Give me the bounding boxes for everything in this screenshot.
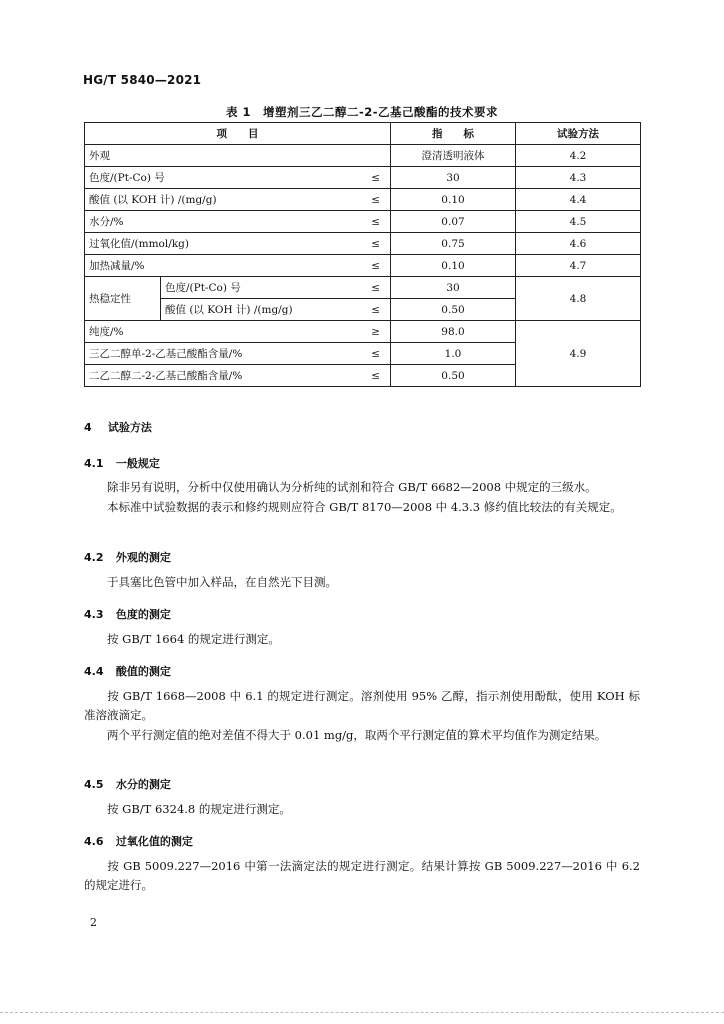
section-number: 4.3 <box>84 608 104 621</box>
row-symbol: ≤ <box>341 365 391 387</box>
row-value: 30 <box>391 167 516 189</box>
row-value: 98.0 <box>391 321 516 343</box>
row-method: 4.6 <box>516 233 641 255</box>
row-method: 4.3 <box>516 167 641 189</box>
section-title: 酸值的测定 <box>115 665 171 678</box>
row-symbol: ≤ <box>341 189 391 211</box>
section-heading-4-4 <box>84 663 171 679</box>
row-value: 0.10 <box>391 189 516 211</box>
header-item: 项 目 <box>85 123 391 145</box>
row-item: 色度/(Pt-Co) 号 <box>85 167 341 189</box>
row-method: 4.9 <box>516 321 641 387</box>
table-row <box>85 167 641 189</box>
standard-code: HG/T 5840—2021 <box>83 73 202 87</box>
technical-requirements-table <box>84 122 641 387</box>
row-value: 30 <box>391 277 516 299</box>
table-header-row <box>85 123 641 145</box>
row-value: 0.50 <box>391 365 516 387</box>
paragraph-text: 按 GB/T 1664 的规定进行测定。 <box>107 632 280 646</box>
paragraph-text: 于具塞比色管中加入样品，在自然光下目测。 <box>107 575 337 589</box>
section-title: 过氧化值的测定 <box>115 835 193 848</box>
paragraph <box>84 800 640 819</box>
row-item: 加热减量/% <box>85 255 341 277</box>
row-item: 纯度/% <box>85 321 341 343</box>
table-row <box>85 321 641 343</box>
row-symbol: ≤ <box>341 255 391 277</box>
section-heading-4-2 <box>84 549 171 565</box>
section-title: 外观的测定 <box>115 551 171 564</box>
section-title: 试验方法 <box>107 421 152 434</box>
row-subitem: 酸值 (以 KOH 计) /(mg/g) <box>161 299 341 321</box>
section-number: 4.2 <box>84 551 104 564</box>
paragraph <box>84 726 640 745</box>
section-number: 4.1 <box>84 457 104 470</box>
section-heading-4-1 <box>84 455 160 471</box>
paragraph <box>84 687 640 725</box>
row-method: 4.2 <box>516 145 641 167</box>
row-subitem: 色度/(Pt-Co) 号 <box>161 277 341 299</box>
row-value: 澄清透明液体 <box>391 145 516 167</box>
row-item: 酸值 (以 KOH 计) /(mg/g) <box>85 189 341 211</box>
table-row <box>85 255 641 277</box>
row-item: 二乙二醇二-2-乙基己酸酯含量/% <box>85 365 341 387</box>
section-heading-4 <box>84 419 152 435</box>
section-title: 一般规定 <box>115 457 160 470</box>
paragraph <box>84 630 640 649</box>
section-title: 色度的测定 <box>115 608 171 621</box>
paragraph-text: 按 GB/T 1668—2008 中 6.1 的规定进行测定。溶剂使用 95% 乙醇，指示剂使用酚酞，使用 KOH 标准溶液滴定。 <box>84 689 640 722</box>
row-method: 4.7 <box>516 255 641 277</box>
paragraph-text: 按 GB 5009.227—2016 中第一法滴定法的规定进行测定。结果计算按 GB 5009.227—2016 中 6.2 的规定进行。 <box>84 859 640 892</box>
paragraph-text: 除非另有说明，分析中仅使用确认为分析纯的试剂和符合 GB/T 6682—2008 中规定的三级水。 <box>107 480 597 494</box>
row-method: 4.4 <box>516 189 641 211</box>
row-item: 三乙二醇单-2-乙基己酸酯含量/% <box>85 343 341 365</box>
table-title: 表 1 增塑剂三乙二醇二-2-乙基己酸酯的技术要求 <box>225 105 499 119</box>
row-method: 4.8 <box>516 277 641 321</box>
row-symbol: ≤ <box>341 277 391 299</box>
header-method: 试验方法 <box>516 123 641 145</box>
paragraph-text: 本标准中试验数据的表示和修约规则应符合 GB/T 8170—2008 中 4.3.3 修约值比较法的有关规定。 <box>107 500 622 514</box>
row-symbol: ≥ <box>341 321 391 343</box>
paragraph <box>84 573 640 592</box>
header-index: 指 标 <box>391 123 516 145</box>
paragraph-text: 两个平行测定值的绝对差值不得大于 0.01 mg/g，取两个平行测定值的算术平均值作为测定结果。 <box>107 728 607 742</box>
table-row <box>85 233 641 255</box>
row-symbol: ≤ <box>341 299 391 321</box>
section-number: 4.5 <box>84 778 104 791</box>
row-item: 外观 <box>85 145 391 167</box>
row-value: 0.07 <box>391 211 516 233</box>
section-number: 4.6 <box>84 835 104 848</box>
row-symbol: ≤ <box>341 167 391 189</box>
row-item: 水分/% <box>85 211 341 233</box>
table-row <box>85 277 641 299</box>
row-value: 0.10 <box>391 255 516 277</box>
paragraph <box>84 857 640 895</box>
paragraph <box>84 478 640 497</box>
paragraph <box>84 498 640 517</box>
section-heading-4-5 <box>84 776 171 792</box>
row-symbol: ≤ <box>341 233 391 255</box>
section-title: 水分的测定 <box>115 778 171 791</box>
table-row <box>85 211 641 233</box>
table-row <box>85 145 641 167</box>
row-value: 0.75 <box>391 233 516 255</box>
row-method: 4.5 <box>516 211 641 233</box>
row-value: 0.50 <box>391 299 516 321</box>
section-heading-4-6 <box>84 833 193 849</box>
section-heading-4-3 <box>84 606 171 622</box>
table-row <box>85 189 641 211</box>
page-bottom-divider <box>0 1012 724 1013</box>
row-value: 1.0 <box>391 343 516 365</box>
section-number: 4 <box>84 421 92 434</box>
row-symbol: ≤ <box>341 343 391 365</box>
row-item: 过氧化值/(mmol/kg) <box>85 233 341 255</box>
row-item-thermal-stability: 热稳定性 <box>85 277 161 321</box>
page-number: 2 <box>90 916 97 929</box>
section-number: 4.4 <box>84 665 104 678</box>
row-symbol: ≤ <box>341 211 391 233</box>
paragraph-text: 按 GB/T 6324.8 的规定进行测定。 <box>107 802 291 816</box>
